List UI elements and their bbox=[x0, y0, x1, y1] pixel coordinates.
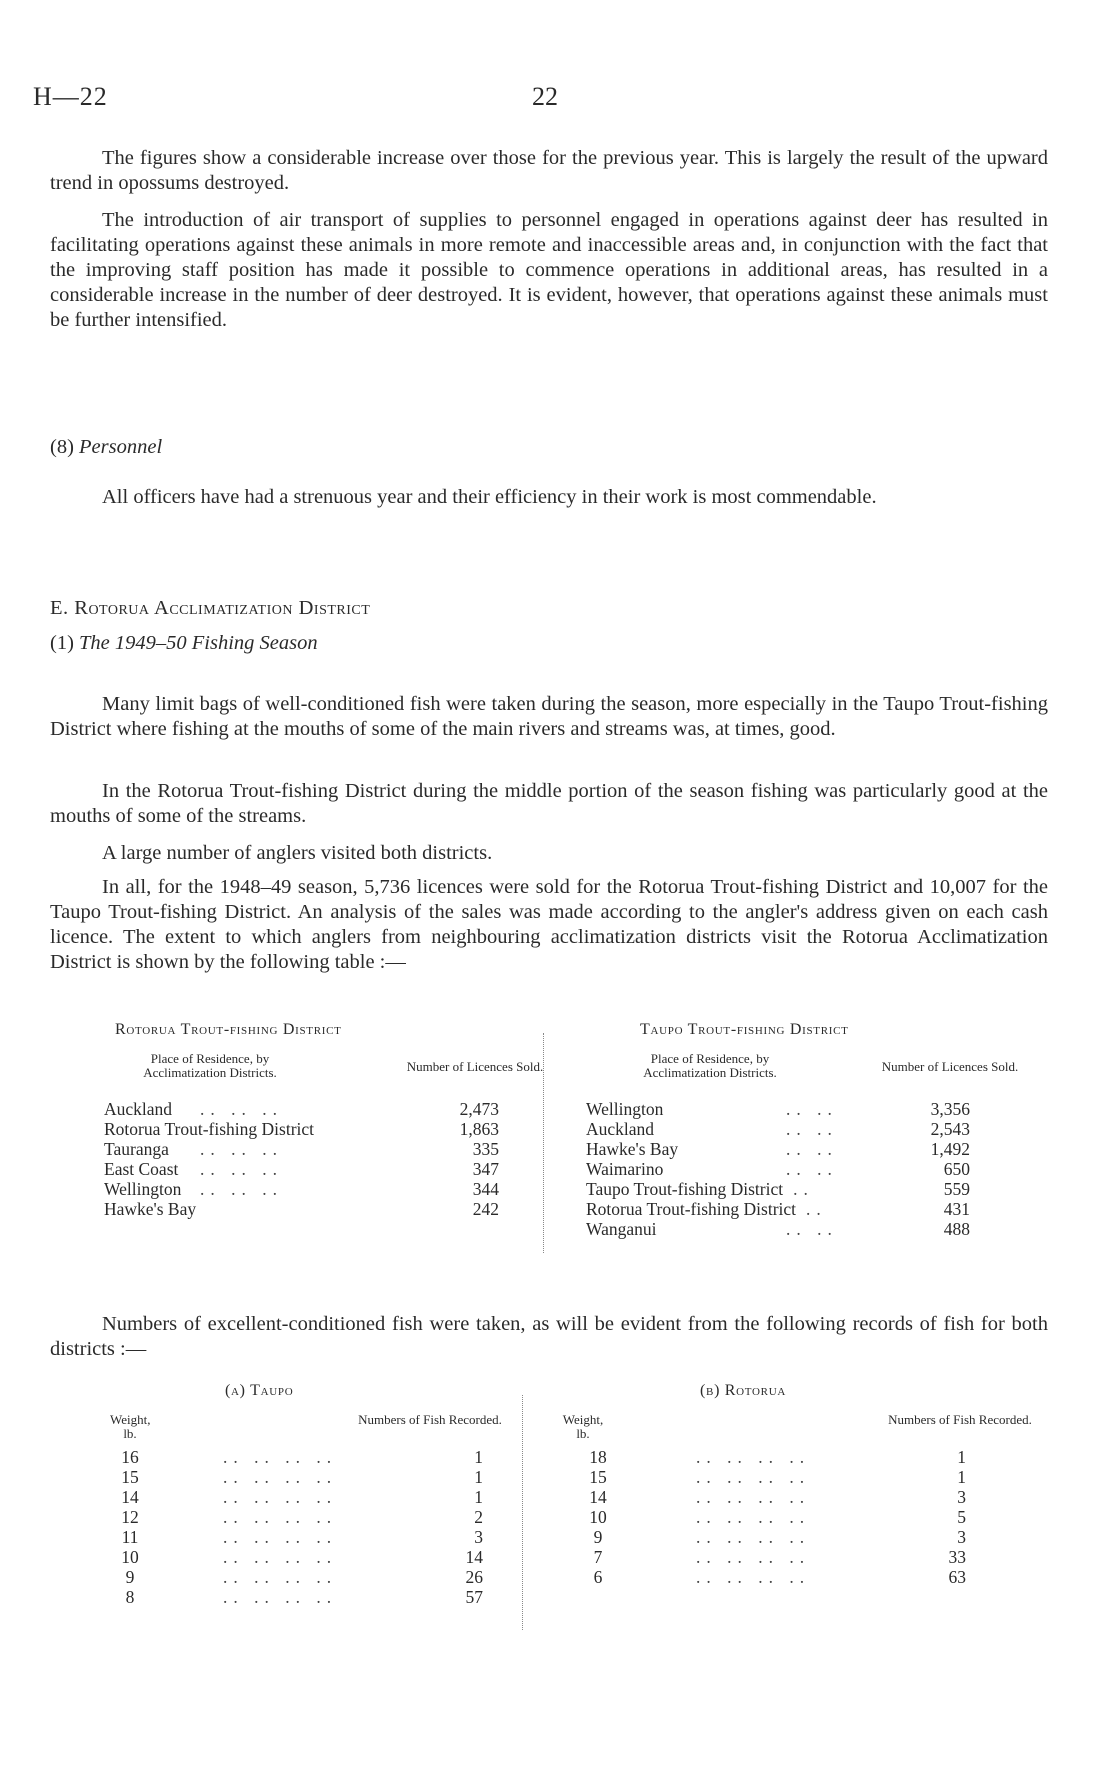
leader-dots: .. .. .. bbox=[200, 1139, 283, 1159]
place-cell: Wellington bbox=[104, 1179, 182, 1199]
leader-dots: .. .. .. .. bbox=[223, 1507, 338, 1527]
table-row bbox=[118, 1506, 483, 1526]
count-cell: 5 bbox=[957, 1507, 966, 1527]
place-cell: Tauranga bbox=[104, 1139, 169, 1159]
place-cell: Rotorua Trout-fishing District bbox=[586, 1199, 797, 1219]
leader-dots: .. .. .. .. bbox=[223, 1527, 338, 1547]
table-row bbox=[118, 1586, 483, 1606]
table-row bbox=[586, 1138, 970, 1158]
document-code: H—22 bbox=[33, 82, 108, 111]
column-header-weight: Weight, lb. bbox=[110, 1412, 151, 1441]
table-row bbox=[586, 1218, 970, 1238]
leader-dots: .. .. .. .. bbox=[696, 1527, 811, 1547]
column-header-number: Number of Licences Sold. bbox=[881, 1059, 1019, 1074]
table-row bbox=[586, 1506, 966, 1526]
count-cell: 63 bbox=[948, 1567, 966, 1587]
table-row bbox=[118, 1466, 483, 1486]
table-row bbox=[586, 1118, 970, 1138]
count-cell: 3 bbox=[474, 1527, 483, 1547]
count-cell: 3 bbox=[957, 1527, 966, 1547]
count-cell: 2,473 bbox=[459, 1099, 499, 1119]
count-cell: 431 bbox=[943, 1199, 970, 1219]
weight-cell: 14 bbox=[589, 1487, 607, 1507]
leader-dots: .. .. .. .. bbox=[223, 1447, 338, 1467]
paragraph-air-transport: The introduction of air transport of supplies to personnel engaged in operations against deer has resulted in facilitating operations against these animals in more remote and inaccessible areas and, in conjunction with the fact that the improving staff position has made it possible to commence operations in additional areas, has resulted in a considerable increase in the number of deer destroyed. It is evident, however, that operations against these animals must be further intensified. bbox=[50, 209, 1048, 331]
table-row bbox=[586, 1466, 966, 1486]
leader-dots: .. .. bbox=[786, 1119, 838, 1139]
place-cell: Auckland bbox=[104, 1099, 173, 1119]
weight-cell: 14 bbox=[121, 1487, 139, 1507]
table-row bbox=[104, 1138, 499, 1158]
column-header-number: Numbers of Fish Recorded. bbox=[358, 1412, 502, 1427]
weight-cell: 7 bbox=[593, 1547, 603, 1567]
table-row bbox=[586, 1098, 970, 1118]
leader-dots: .. .. .. bbox=[200, 1159, 283, 1179]
table-divider bbox=[522, 1395, 523, 1630]
place-cell: Rotorua Trout-fishing District bbox=[104, 1119, 315, 1139]
weight-cell: 10 bbox=[589, 1507, 607, 1527]
table-row bbox=[586, 1546, 966, 1566]
weight-cell: 9 bbox=[593, 1527, 603, 1547]
heading-personnel-number: (8) bbox=[50, 436, 74, 458]
count-cell: 1 bbox=[474, 1487, 483, 1507]
leader-dots: .. .. .. .. bbox=[696, 1467, 811, 1487]
leader-dots: .. .. bbox=[786, 1099, 838, 1119]
count-cell: 347 bbox=[472, 1159, 499, 1179]
table-row bbox=[104, 1178, 499, 1198]
table-row bbox=[104, 1158, 499, 1178]
count-cell: 1,863 bbox=[459, 1119, 499, 1139]
weight-cell: 12 bbox=[121, 1507, 139, 1527]
heading-personnel bbox=[50, 436, 162, 459]
count-cell: 1 bbox=[957, 1447, 966, 1467]
weight-cell: 16 bbox=[121, 1447, 139, 1467]
leader-dots: .. .. .. .. bbox=[696, 1567, 811, 1587]
paragraph-records-intro: Numbers of excellent-conditioned fish were taken, as will be evident from the following records of fish for both districts :— bbox=[50, 1313, 1048, 1360]
weight-cell: 15 bbox=[121, 1467, 139, 1487]
count-cell: 1 bbox=[957, 1467, 966, 1487]
column-header-place: Place of Residence, by Acclimatization Districts. bbox=[643, 1051, 777, 1080]
paragraph-licences: In all, for the 1948–49 season, 5,736 licences were sold for the Rotorua Trout-fishing District and 10,007 for the Taupo Trout-fishing District. An analysis of the sales was made according to the angler's address given on each cash licence. The extent to which anglers from neighbouring acclimatization districts visit the Rotorua Acclimatization District is shown by the following table :— bbox=[50, 876, 1048, 973]
table-divider bbox=[543, 1033, 544, 1253]
leader-dots: .. bbox=[793, 1179, 814, 1199]
count-cell: 650 bbox=[943, 1159, 970, 1179]
table-row bbox=[118, 1566, 483, 1586]
column-header-place: Place of Residence, by Acclimatization Districts. bbox=[143, 1051, 277, 1080]
column-header-number: Number of Licences Sold. bbox=[406, 1059, 544, 1074]
leader-dots: .. .. bbox=[786, 1219, 838, 1239]
paragraph-anglers: A large number of anglers visited both districts. bbox=[102, 842, 493, 864]
table-row bbox=[118, 1526, 483, 1546]
weight-cell: 9 bbox=[125, 1567, 135, 1587]
paragraph-rotorua-district: In the Rotorua Trout-fishing District during the middle portion of the season fishing was particularly good at the mouths of some of the streams. bbox=[50, 780, 1048, 827]
leader-dots: .. .. .. .. bbox=[696, 1487, 811, 1507]
place-cell: Hawke's Bay bbox=[104, 1199, 197, 1219]
heading-season-number: (1) bbox=[50, 632, 74, 654]
count-cell: 14 bbox=[465, 1547, 483, 1567]
count-cell: 559 bbox=[943, 1179, 970, 1199]
table-title: (a) Taupo bbox=[225, 1382, 294, 1399]
table-title: Taupo Trout-fishing District bbox=[640, 1021, 849, 1038]
count-cell: 344 bbox=[472, 1179, 499, 1199]
leader-dots: .. .. .. .. bbox=[223, 1567, 338, 1587]
leader-dots: .. .. .. bbox=[200, 1099, 283, 1119]
paragraph-figures: The figures show a considerable increase over those for the previous year. This is largely the result of the upward trend in opossums destroyed. bbox=[50, 147, 1048, 194]
count-cell: 242 bbox=[472, 1199, 499, 1219]
leader-dots: .. .. .. .. bbox=[223, 1587, 338, 1607]
table-row bbox=[586, 1178, 970, 1198]
table-row bbox=[586, 1566, 966, 1586]
heading-fishing-season bbox=[50, 632, 318, 655]
place-cell: Auckland bbox=[586, 1119, 655, 1139]
weight-cell: 11 bbox=[121, 1527, 139, 1547]
leader-dots: .. .. .. .. bbox=[696, 1507, 811, 1527]
heading-section-e: E. Rotorua Acclimatization District bbox=[50, 597, 371, 619]
count-cell: 33 bbox=[948, 1547, 966, 1567]
leader-dots: .. .. bbox=[786, 1159, 838, 1179]
count-cell: 488 bbox=[943, 1219, 970, 1239]
column-header-weight: Weight, lb. bbox=[562, 1412, 604, 1441]
leader-dots: .. .. .. .. bbox=[223, 1467, 338, 1487]
leader-dots: .. .. .. bbox=[200, 1179, 283, 1199]
leader-dots: .. bbox=[806, 1199, 827, 1219]
place-cell: Wanganui bbox=[586, 1219, 657, 1239]
leader-dots: .. .. bbox=[786, 1139, 838, 1159]
count-cell: 26 bbox=[465, 1567, 483, 1587]
place-cell: Hawke's Bay bbox=[586, 1139, 679, 1159]
page-number: 22 bbox=[532, 82, 558, 111]
table-row bbox=[586, 1526, 966, 1546]
table-row bbox=[104, 1098, 499, 1118]
heading-season-title: The 1949–50 Fishing Season bbox=[79, 632, 318, 654]
table-row bbox=[586, 1446, 966, 1466]
weight-cell: 8 bbox=[125, 1587, 135, 1607]
leader-dots: .. .. .. .. bbox=[223, 1547, 338, 1567]
leader-dots: .. .. .. .. bbox=[696, 1447, 811, 1467]
count-cell: 57 bbox=[465, 1587, 483, 1607]
place-cell: Taupo Trout-fishing District bbox=[586, 1179, 784, 1199]
count-cell: 3 bbox=[957, 1487, 966, 1507]
table-row bbox=[104, 1118, 499, 1138]
count-cell: 335 bbox=[472, 1139, 499, 1159]
place-cell: Wellington bbox=[586, 1099, 664, 1119]
weight-cell: 15 bbox=[589, 1467, 607, 1487]
leader-dots: .. .. .. .. bbox=[696, 1547, 811, 1567]
heading-personnel-title: Personnel bbox=[79, 436, 163, 458]
weight-cell: 18 bbox=[589, 1447, 607, 1467]
table-row bbox=[586, 1198, 970, 1218]
table-title: Rotorua Trout-fishing District bbox=[115, 1021, 342, 1038]
table-row bbox=[104, 1198, 499, 1218]
table-row bbox=[586, 1486, 966, 1506]
count-cell: 2,543 bbox=[930, 1119, 970, 1139]
column-header-number: Numbers of Fish Recorded. bbox=[888, 1412, 1032, 1427]
count-cell: 3,356 bbox=[930, 1099, 970, 1119]
count-cell: 1 bbox=[474, 1447, 483, 1467]
leader-dots: .. .. .. .. bbox=[223, 1487, 338, 1507]
place-cell: Waimarino bbox=[586, 1159, 664, 1179]
table-title: (b) Rotorua bbox=[700, 1382, 786, 1399]
weight-cell: 10 bbox=[121, 1547, 139, 1567]
table-row bbox=[118, 1546, 483, 1566]
weight-cell: 6 bbox=[593, 1567, 603, 1587]
table-row bbox=[118, 1446, 483, 1466]
table-row bbox=[118, 1486, 483, 1506]
count-cell: 1,492 bbox=[930, 1139, 970, 1159]
paragraph-personnel: All officers have had a strenuous year and their efficiency in their work is most commendable. bbox=[102, 486, 877, 508]
count-cell: 2 bbox=[474, 1507, 483, 1527]
count-cell: 1 bbox=[474, 1467, 483, 1487]
paragraph-limit-bags: Many limit bags of well-conditioned fish were taken during the season, more especially in the Taupo Trout-fishing District where fishing at the mouths of some of the main rivers and streams was, at times, good. bbox=[50, 693, 1048, 740]
place-cell: East Coast bbox=[104, 1159, 179, 1179]
table-row bbox=[586, 1158, 970, 1178]
